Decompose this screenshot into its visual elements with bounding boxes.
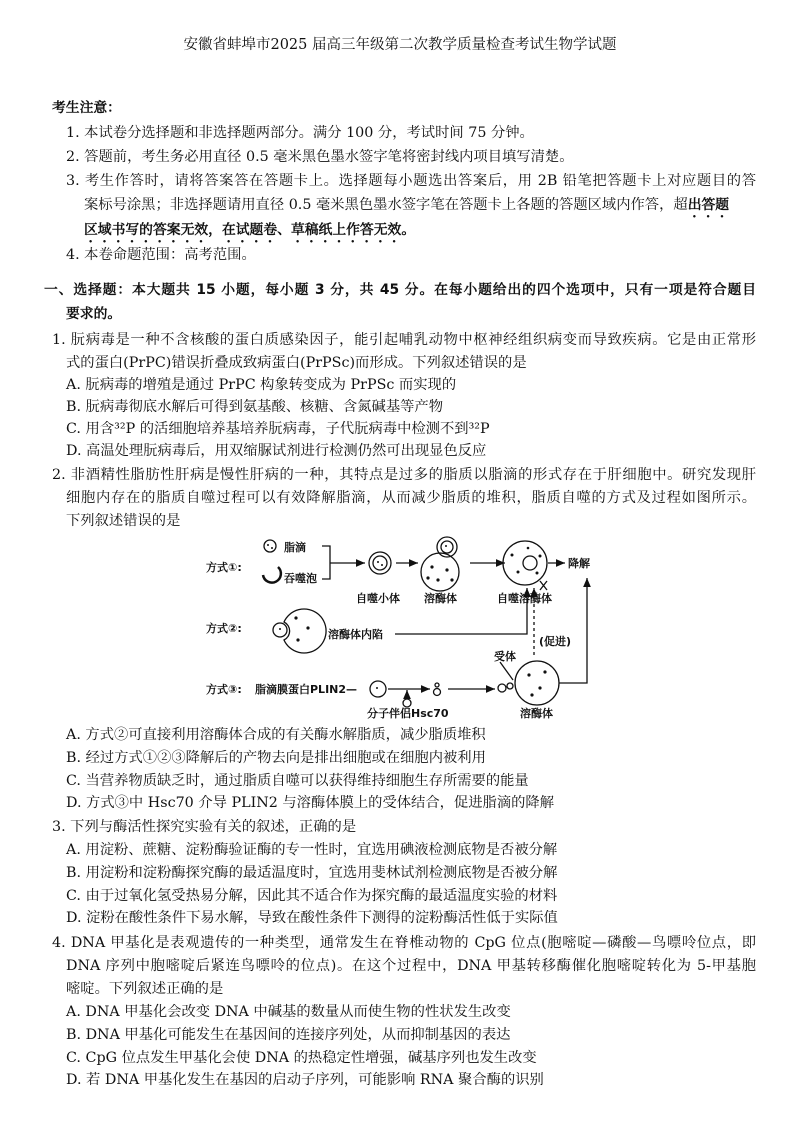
q2-option-d: D. 方式③中 Hsc70 介导 PLIN2 与溶酶体膜上的受体结合，促进脂滴的降解: [66, 795, 555, 811]
invagination-label: 溶酶体内陷: [328, 628, 383, 641]
q1-option-d: D. 高温处理朊病毒后，用双缩脲试剂进行检测仍然可出现显色反应: [66, 443, 487, 459]
notice-item-2: 2. 答题前，考生务必用直径 0.5 毫米黑色墨水签字笔将密封线内项目填写清楚。: [66, 149, 574, 165]
notice-heading: 考生注意：: [52, 100, 121, 116]
autolysosome-label: 自噬溶酶体: [497, 592, 552, 605]
q4-stem: DNA 序列中胞嘧啶后紧连鸟嘌呤的位点)。在这个过程中，DNA 甲基转移酶催化胞嘧啶转化为 5-甲基胞: [66, 958, 756, 974]
receptor-label: 受体: [494, 650, 516, 663]
q2-stem: 下列叙述错误的是: [66, 513, 181, 529]
q4-option-d: D. 若 DNA 甲基化发生在基因的启动子序列，可能影响 RNA 聚合酶的识别: [66, 1072, 544, 1088]
notice-item-4: 4. 本卷命题范围：高考范围。: [66, 247, 256, 263]
notice-emphasis-line: 区域书写的答案无效，在试题卷、草稿纸上作答无效。: [84, 222, 416, 238]
page-title: 安徽省蚌埠市2025 届高三年级第二次教学质量检查考试生物学试题: [183, 37, 617, 53]
q2-stem: 细胞内存在的脂质自噬过程可以有效降解脂滴，从而减少脂质的堆积，脂质自噬的方式及过程如图所示。: [66, 490, 756, 506]
way2-label: 方式②:: [206, 622, 242, 635]
lipid-droplet-icon: [264, 540, 276, 552]
q1-stem: 1. 朊病毒是一种不含核酸的蛋白质感染因子，能引起哺乳动物中枢神经组织病变而导致疾病。它是由正常形: [52, 332, 756, 348]
q4-option-a: A. DNA 甲基化会改变 DNA 中碱基的数量从而使生物的性状发生改变: [66, 1004, 511, 1020]
q3-option-a: A. 用淀粉、蔗糖、淀粉酶验证酶的专一性时，宜选用碘液检测底物是否被分解: [66, 842, 558, 858]
autolysosome-icon: [503, 541, 547, 585]
lysosome-icon: [515, 661, 559, 705]
q2-option-a: A. 方式②可直接利用溶酶体合成的有关酶水解脂质，减少脂质堆积: [66, 727, 486, 743]
chaperone-label: 分子伴侣Hsc70: [367, 707, 449, 720]
q2-option-b: B. 经过方式①②③降解后的产物去向是排出细胞或在细胞内被利用: [66, 750, 486, 766]
lipid-droplet-icon: [370, 681, 386, 697]
degrade-label: 降解: [568, 557, 590, 570]
lipid-droplet-label: 脂滴: [284, 541, 306, 554]
plin2-label: 脂滴膜蛋白PLIN2—: [255, 683, 358, 696]
phagophore-label: 吞噬泡: [284, 572, 317, 585]
q4-option-c: C. CpG 位点发生甲基化会使 DNA 的热稳定性增强，碱基序列也发生改变: [66, 1050, 537, 1066]
notice-item-3: 3. 考生作答时，请将答案答在答题卡上。选择题每小题选出答案后，用 2B 铅笔把答题卡上对应题目的答: [66, 173, 756, 189]
notice-item-1: 1. 本试卷分选择题和非选择题两部分。满分 100 分，考试时间 75 分钟。: [66, 125, 534, 141]
section-heading-cont: 要求的。: [66, 306, 122, 322]
promote-label: (促进): [539, 635, 572, 648]
autophagosome-label: 自噬小体: [356, 592, 400, 605]
way3-label: 方式③:: [206, 683, 242, 696]
phagophore-icon: [263, 567, 281, 583]
q4-option-b: B. DNA 甲基化可能发生在基因间的连接序列处，从而抑制基因的表达: [66, 1027, 511, 1043]
receptor-icon: [498, 684, 506, 692]
lysosome-icon: [421, 553, 459, 591]
notice-text: 案标号涂黑；非选择题请用直径 0.5 毫米黑色墨水签字笔在答题卡上各题的答题区域内作答，超: [84, 197, 688, 213]
hsc70-icon: [403, 699, 411, 707]
section-heading: 一、选择题：本大题共 15 小题，每小题 3 分，共 45 分。在每小题给出的四个选项中，只有一项是符合题目: [44, 282, 756, 298]
autophagosome-icon: [369, 552, 391, 574]
lysosome-label: 溶酶体: [424, 592, 457, 605]
invaginating-lysosome-icon: [284, 609, 326, 653]
emphasis-text: 出答题: [687, 197, 730, 213]
q3-option-c: C. 由于过氧化氢受热易分解，因此其不适合作为探究酶的最适温度实验的材料: [66, 888, 558, 904]
q2-option-c: C. 当营养物质缺乏时，通过脂质自噬可以获得维持细胞生存所需要的能量: [66, 773, 529, 789]
q3-option-d: D. 淀粉在酸性条件下易水解，导致在酸性条件下测得的淀粉酶活性低于实际值: [66, 910, 558, 926]
q4-stem: 4. DNA 甲基化是表观遗传的一种类型，通常发生在脊椎动物的 CpG 位点(胞嘧啶—磷酸—鸟嘌呤位点，即: [52, 935, 756, 951]
q4-stem: 嘧啶。下列叙述正确的是: [66, 981, 224, 997]
q1-option-c: C. 用含³²P 的活细胞培养基培养朊病毒，子代朊病毒中检测不到³²P: [66, 421, 490, 437]
q1-option-a: A. 朊病毒的增殖是通过 PrPC 构象转变成为 PrPSc 而实现的: [66, 377, 457, 393]
way1-label: 方式①:: [206, 561, 242, 574]
q3-stem: 3. 下列与酶活性探究实验有关的叙述，正确的是: [52, 819, 357, 835]
q1-stem: 式的蛋白(PrPC)错误折叠成致病蛋白(PrPSc)而形成。下列叙述错误的是: [66, 355, 527, 371]
lysosome2-label: 溶酶体: [520, 707, 553, 720]
q1-option-b: B. 朊病毒彻底水解后可得到氨基酸、核糖、含氮碱基等产物: [66, 399, 444, 415]
q3-option-b: B. 用淀粉和淀粉酶探究酶的最适温度时，宜选用斐林试剂检测底物是否被分解: [66, 865, 558, 881]
q2-stem: 2. 非酒精性脂肪性肝病是慢性肝病的一种，其特点是过多的脂质以脂滴的形式存在于肝细胞中。研究发现肝: [52, 467, 756, 483]
